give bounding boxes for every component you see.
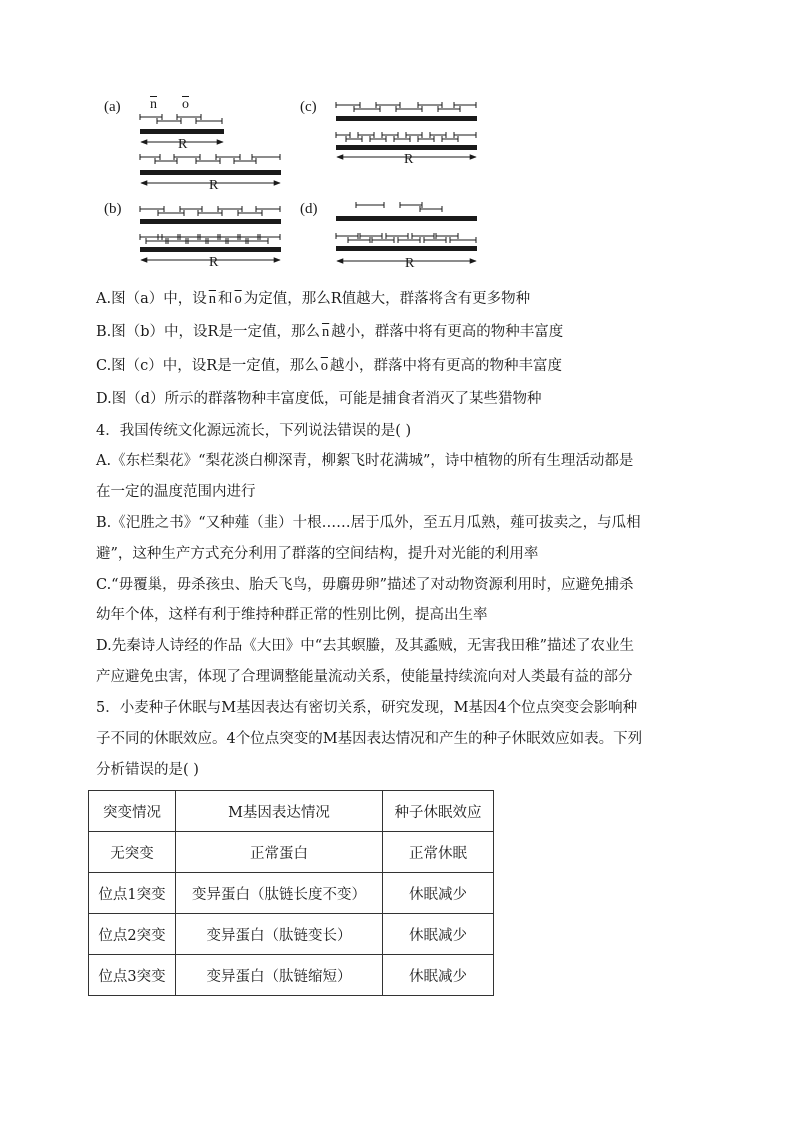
panel-a-diagram bbox=[140, 114, 281, 183]
table-cell: 休眠减少 bbox=[383, 955, 494, 996]
panel-d-diagram bbox=[336, 202, 477, 261]
r-label-c: R bbox=[404, 152, 414, 167]
q4-option-a-line1: A.《东栏梨花》“梨花淡白柳深青，柳絮飞时花满城”，诗中植物的所有生理活动都是 bbox=[96, 453, 634, 469]
q4-option-b-line2: 避”，这种生产方式充分利用了群落的空间结构，提升对光能的利用率 bbox=[96, 546, 539, 562]
r-label-a1: R bbox=[178, 137, 188, 152]
table-cell: 位点1突变 bbox=[89, 873, 176, 914]
table-row bbox=[89, 832, 494, 873]
mutation-table bbox=[88, 790, 494, 996]
panel-label-c: (c) bbox=[300, 99, 317, 115]
table-row bbox=[89, 873, 494, 914]
table-cell: 位点2突变 bbox=[89, 914, 176, 955]
panel-c-diagram bbox=[336, 102, 477, 157]
table-cell: 休眠减少 bbox=[383, 914, 494, 955]
table-header-cell: 突变情况 bbox=[89, 791, 176, 832]
panel-label-b: (b) bbox=[104, 201, 122, 217]
q4-stem: 4．我国传统文化源远流长，下列说法错误的是( ) bbox=[96, 423, 412, 439]
q4-option-c-line2: 幼年个体，这样有利于维持种群正常的性别比例，提高出生率 bbox=[96, 607, 488, 623]
table-cell: 位点3突变 bbox=[89, 955, 176, 996]
q5-stem-line2: 子不同的休眠效应。4个位点突变的M基因表达情况和产生的种子休眠效应如表。下列 bbox=[96, 731, 643, 747]
table-header-cell: M基因表达情况 bbox=[176, 791, 383, 832]
table-header-cell: 种子休眠效应 bbox=[383, 791, 494, 832]
r-label-d: R bbox=[405, 256, 415, 271]
q4-option-a-line2: 在一定的温度范围内进行 bbox=[96, 484, 256, 500]
table-cell: 正常蛋白 bbox=[176, 832, 383, 873]
table-cell: 变异蛋白（肽链缩短） bbox=[176, 955, 383, 996]
q5-stem-line3: 分析错误的是( ) bbox=[96, 762, 199, 778]
q3-option-a: A.图（a）中，设 $\overline{n}$ 和 $\overline{o}$ 为定值，那么R值越大，群落将含有更多物种 bbox=[96, 291, 531, 307]
q3-option-b: B.图（b）中，设R是一定值，那么 $\overline{n}$ 越小，群落中将有更高的物种丰富度 bbox=[96, 324, 564, 340]
q4-option-b-line1: B.《汜胜之书》“又种薤（韭）十根……居于瓜外，至五月瓜熟，薤可拔卖之，与瓜相 bbox=[96, 515, 641, 531]
q4-option-c-line1: C.“毋覆巢，毋杀孩虫、胎夭飞鸟，毋麛毋卵”描述了对动物资源利用时，应避免捕杀 bbox=[96, 577, 634, 593]
table-cell: 正常休眠 bbox=[383, 832, 494, 873]
table-header-row bbox=[89, 791, 494, 832]
symbol-n-bar: $\overline{n}$ bbox=[150, 97, 157, 112]
panel-label-a: (a) bbox=[104, 99, 121, 115]
symbol-o-bar: $\overline{o}$ bbox=[182, 97, 189, 112]
q3-option-c: C.图（c）中，设R是一定值，那么 $\overline{o}$ 越小，群落中将有更高的物种丰富度 bbox=[96, 358, 562, 374]
table-row bbox=[89, 955, 494, 996]
table-cell: 变异蛋白（肽链变长） bbox=[176, 914, 383, 955]
table-cell: 无突变 bbox=[89, 832, 176, 873]
q5-stem-line1: 5．小麦种子休眠与M基因表达有密切关系，研究发现，M基因4个位点突变会影响种 bbox=[96, 700, 638, 716]
niche-diagram bbox=[0, 0, 794, 300]
table-cell: 变异蛋白（肽链长度不变） bbox=[176, 873, 383, 914]
r-label-b: R bbox=[209, 255, 219, 270]
panel-label-d: (d) bbox=[300, 201, 318, 217]
q4-option-d-line2: 产应避免虫害，体现了合理调整能量流动关系，使能量持续流向对人类最有益的部分 bbox=[96, 669, 633, 685]
panel-b-diagram bbox=[140, 206, 281, 260]
table-row bbox=[89, 914, 494, 955]
q3-option-d: D.图（d）所示的群落物种丰富度低，可能是捕食者消灭了某些猎物种 bbox=[96, 391, 542, 407]
r-label-a2: R bbox=[209, 178, 219, 193]
table-cell: 休眠减少 bbox=[383, 873, 494, 914]
q4-option-d-line1: D.先秦诗人诗经的作品《大田》中“去其螟螣，及其蟊贼，无害我田稚”描述了农业生 bbox=[96, 638, 635, 654]
